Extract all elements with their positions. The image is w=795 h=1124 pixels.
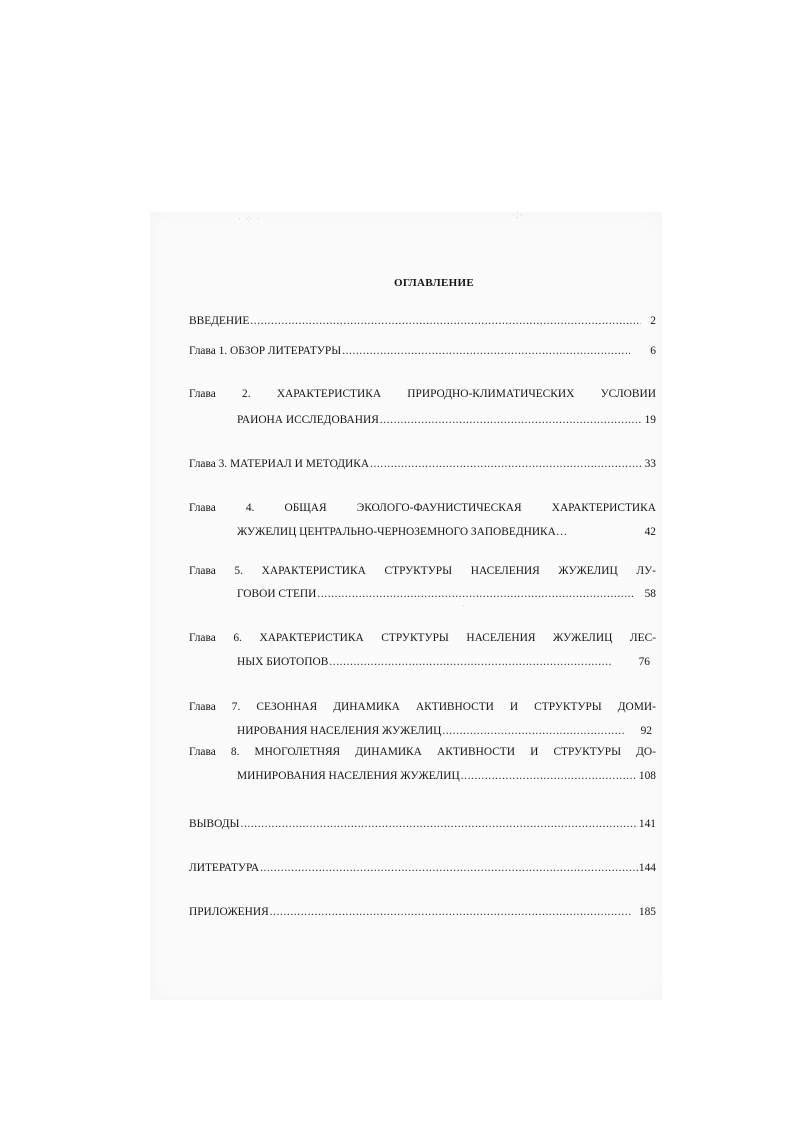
toc-word: Глава [189, 633, 216, 644]
toc-word: ЖУЖЕЛИЦ [553, 633, 613, 644]
toc-word: ЭКОЛОГО-ФАУНИСТИЧЕСКАЯ [356, 503, 522, 514]
toc-entry-chapter-5-continuation [237, 589, 656, 605]
dot-leader [380, 415, 641, 426]
toc-page-number: 2 [650, 316, 656, 327]
dot-leader [241, 819, 638, 830]
toc-entry-label: МИНИРОВАНИЯ НАСЕЛЕНИЯ ЖУЖЕЛИЦ [237, 771, 460, 782]
toc-entry-introduction [189, 316, 656, 332]
toc-page-number: 141 [638, 819, 656, 830]
toc-page-number: 58 [644, 589, 656, 600]
toc-word: ХАРАКТЕРИСТИКА [261, 566, 366, 577]
toc-page-number: 92 [640, 726, 652, 737]
toc-word: 2. [242, 389, 251, 400]
toc-page-number: 108 [638, 771, 656, 782]
toc-page-number: 76 [638, 657, 650, 668]
toc-page-number: 42 [644, 527, 656, 538]
toc-entry-label: ЛИТЕРАТУРА [189, 863, 260, 874]
toc-word: Глава [189, 389, 216, 400]
toc-entry-chapter-6 [189, 633, 656, 649]
scan-smudge-mark: ·⁚· [512, 210, 524, 220]
toc-word: НАСЕЛЕНИЯ [466, 633, 536, 644]
toc-entry-label: ГОВОЙ СТЕПИ [237, 589, 317, 600]
scan-smudge-mark: ` [462, 604, 466, 614]
toc-word: ПРИРОДНО-КЛИМАТИЧЕСКИХ [407, 389, 575, 400]
toc-page-number: 6 [650, 346, 656, 357]
toc-word: Глава [189, 503, 216, 514]
toc-word: УСЛОВИЙ [600, 389, 656, 400]
toc-word: ДО- [636, 747, 656, 758]
toc-entry-label: ПРИЛОЖЕНИЯ [189, 907, 269, 918]
toc-word: 8. [230, 747, 240, 758]
toc-word: АКТИВНОСТИ [437, 747, 515, 758]
toc-word: ХАРАКТЕРИСТИКА [551, 503, 656, 514]
toc-word: СТРУКТУРЫ [381, 633, 449, 644]
toc-word: АКТИВНОСТИ [415, 702, 494, 713]
toc-entry-label: Глава 1. ОБЗОР ЛИТЕРАТУРЫ [189, 346, 342, 357]
table-of-contents-title: ОГЛАВЛЕНИЕ [394, 277, 474, 289]
toc-word: ДОМИ- [617, 702, 656, 713]
toc-word: ДИНАМИКА [355, 747, 422, 758]
toc-page-number: 33 [644, 459, 656, 470]
toc-entry-chapter-4 [189, 503, 656, 519]
toc-entry-chapter-7-continuation [237, 726, 656, 742]
dot-leader [270, 907, 631, 918]
toc-word: СЕЗОННАЯ [256, 702, 318, 713]
dot-leader [260, 863, 638, 874]
toc-word: ОБЩАЯ [284, 503, 327, 514]
toc-word: ЛЕС- [629, 633, 656, 644]
toc-entry-chapter-2 [189, 389, 656, 405]
toc-entry-label: РАЙОНА ИССЛЕДОВАНИЯ [237, 415, 379, 426]
toc-entry-label: Глава 3. МАТЕРИАЛ И МЕТОДИКА [189, 459, 370, 470]
dot-leader [461, 771, 635, 782]
toc-word: 5. [234, 566, 243, 577]
toc-entry-chapter-8-continuation [237, 771, 656, 787]
toc-entry-chapter-8 [189, 747, 656, 763]
dot-leader [370, 459, 641, 470]
toc-word: СТРУКТУРЫ [384, 566, 453, 577]
toc-entry-chapter-7 [189, 702, 656, 718]
toc-entry-label: ВЫВОДЫ [189, 819, 240, 830]
toc-entry-appendices [189, 907, 656, 923]
toc-word: Глава [189, 702, 216, 713]
toc-page-number: 19 [644, 415, 656, 426]
toc-entry-label: ЖУЖЕЛИЦ ЦЕНТРАЛЬНО-ЧЕРНОЗЕМНОГО ЗАПОВЕДНИКА… [237, 527, 568, 538]
dot-leader [442, 726, 624, 737]
toc-word: СТРУКТУРЫ [534, 702, 602, 713]
toc-word: И [509, 702, 519, 713]
toc-word: ЛУ- [636, 566, 656, 577]
toc-entry-literature [189, 863, 656, 879]
scan-smudge-mark: · ⁘ · [238, 214, 262, 224]
toc-entry-chapter-4-continuation [237, 527, 656, 543]
toc-page-number: 144 [638, 863, 656, 874]
toc-entry-chapter-6-continuation [237, 657, 656, 673]
toc-entry-label: ВВЕДЕНИЕ [189, 316, 250, 327]
toc-page-number: 185 [638, 907, 656, 918]
toc-word: СТРУКТУРЫ [553, 747, 621, 758]
toc-word: И [530, 747, 539, 758]
toc-word: ДИНАМИКА [333, 702, 400, 713]
toc-entry-label: НИРОВАНИЯ НАСЕЛЕНИЯ ЖУЖЕЛИЦ [237, 726, 442, 737]
toc-word: Глава [189, 566, 216, 577]
toc-word: Глава [189, 747, 216, 758]
toc-word: 7. [231, 702, 241, 713]
toc-word: 6. [233, 633, 242, 644]
toc-word: 4. [245, 503, 255, 514]
toc-word: ХАРАКТЕРИСТИКА [276, 389, 382, 400]
toc-word: ХАРАКТЕРИСТИКА [259, 633, 364, 644]
dot-leader [250, 316, 641, 327]
toc-word: ЖУЖЕЛИЦ [558, 566, 618, 577]
toc-entry-chapter-5 [189, 566, 656, 582]
toc-entry-label: НЫХ БИОТОПОВ [237, 657, 329, 668]
toc-entry-chapter-2-continuation [237, 415, 656, 431]
dot-leader [342, 346, 630, 357]
toc-word: МНОГОЛЕТНЯЯ [254, 747, 341, 758]
toc-word: НАСЕЛЕНИЯ [470, 566, 540, 577]
toc-entry-chapter-1 [189, 346, 656, 362]
toc-entry-conclusions [189, 819, 656, 835]
dot-leader [317, 589, 634, 600]
toc-entry-chapter-3 [189, 459, 656, 475]
dot-leader [329, 657, 612, 668]
